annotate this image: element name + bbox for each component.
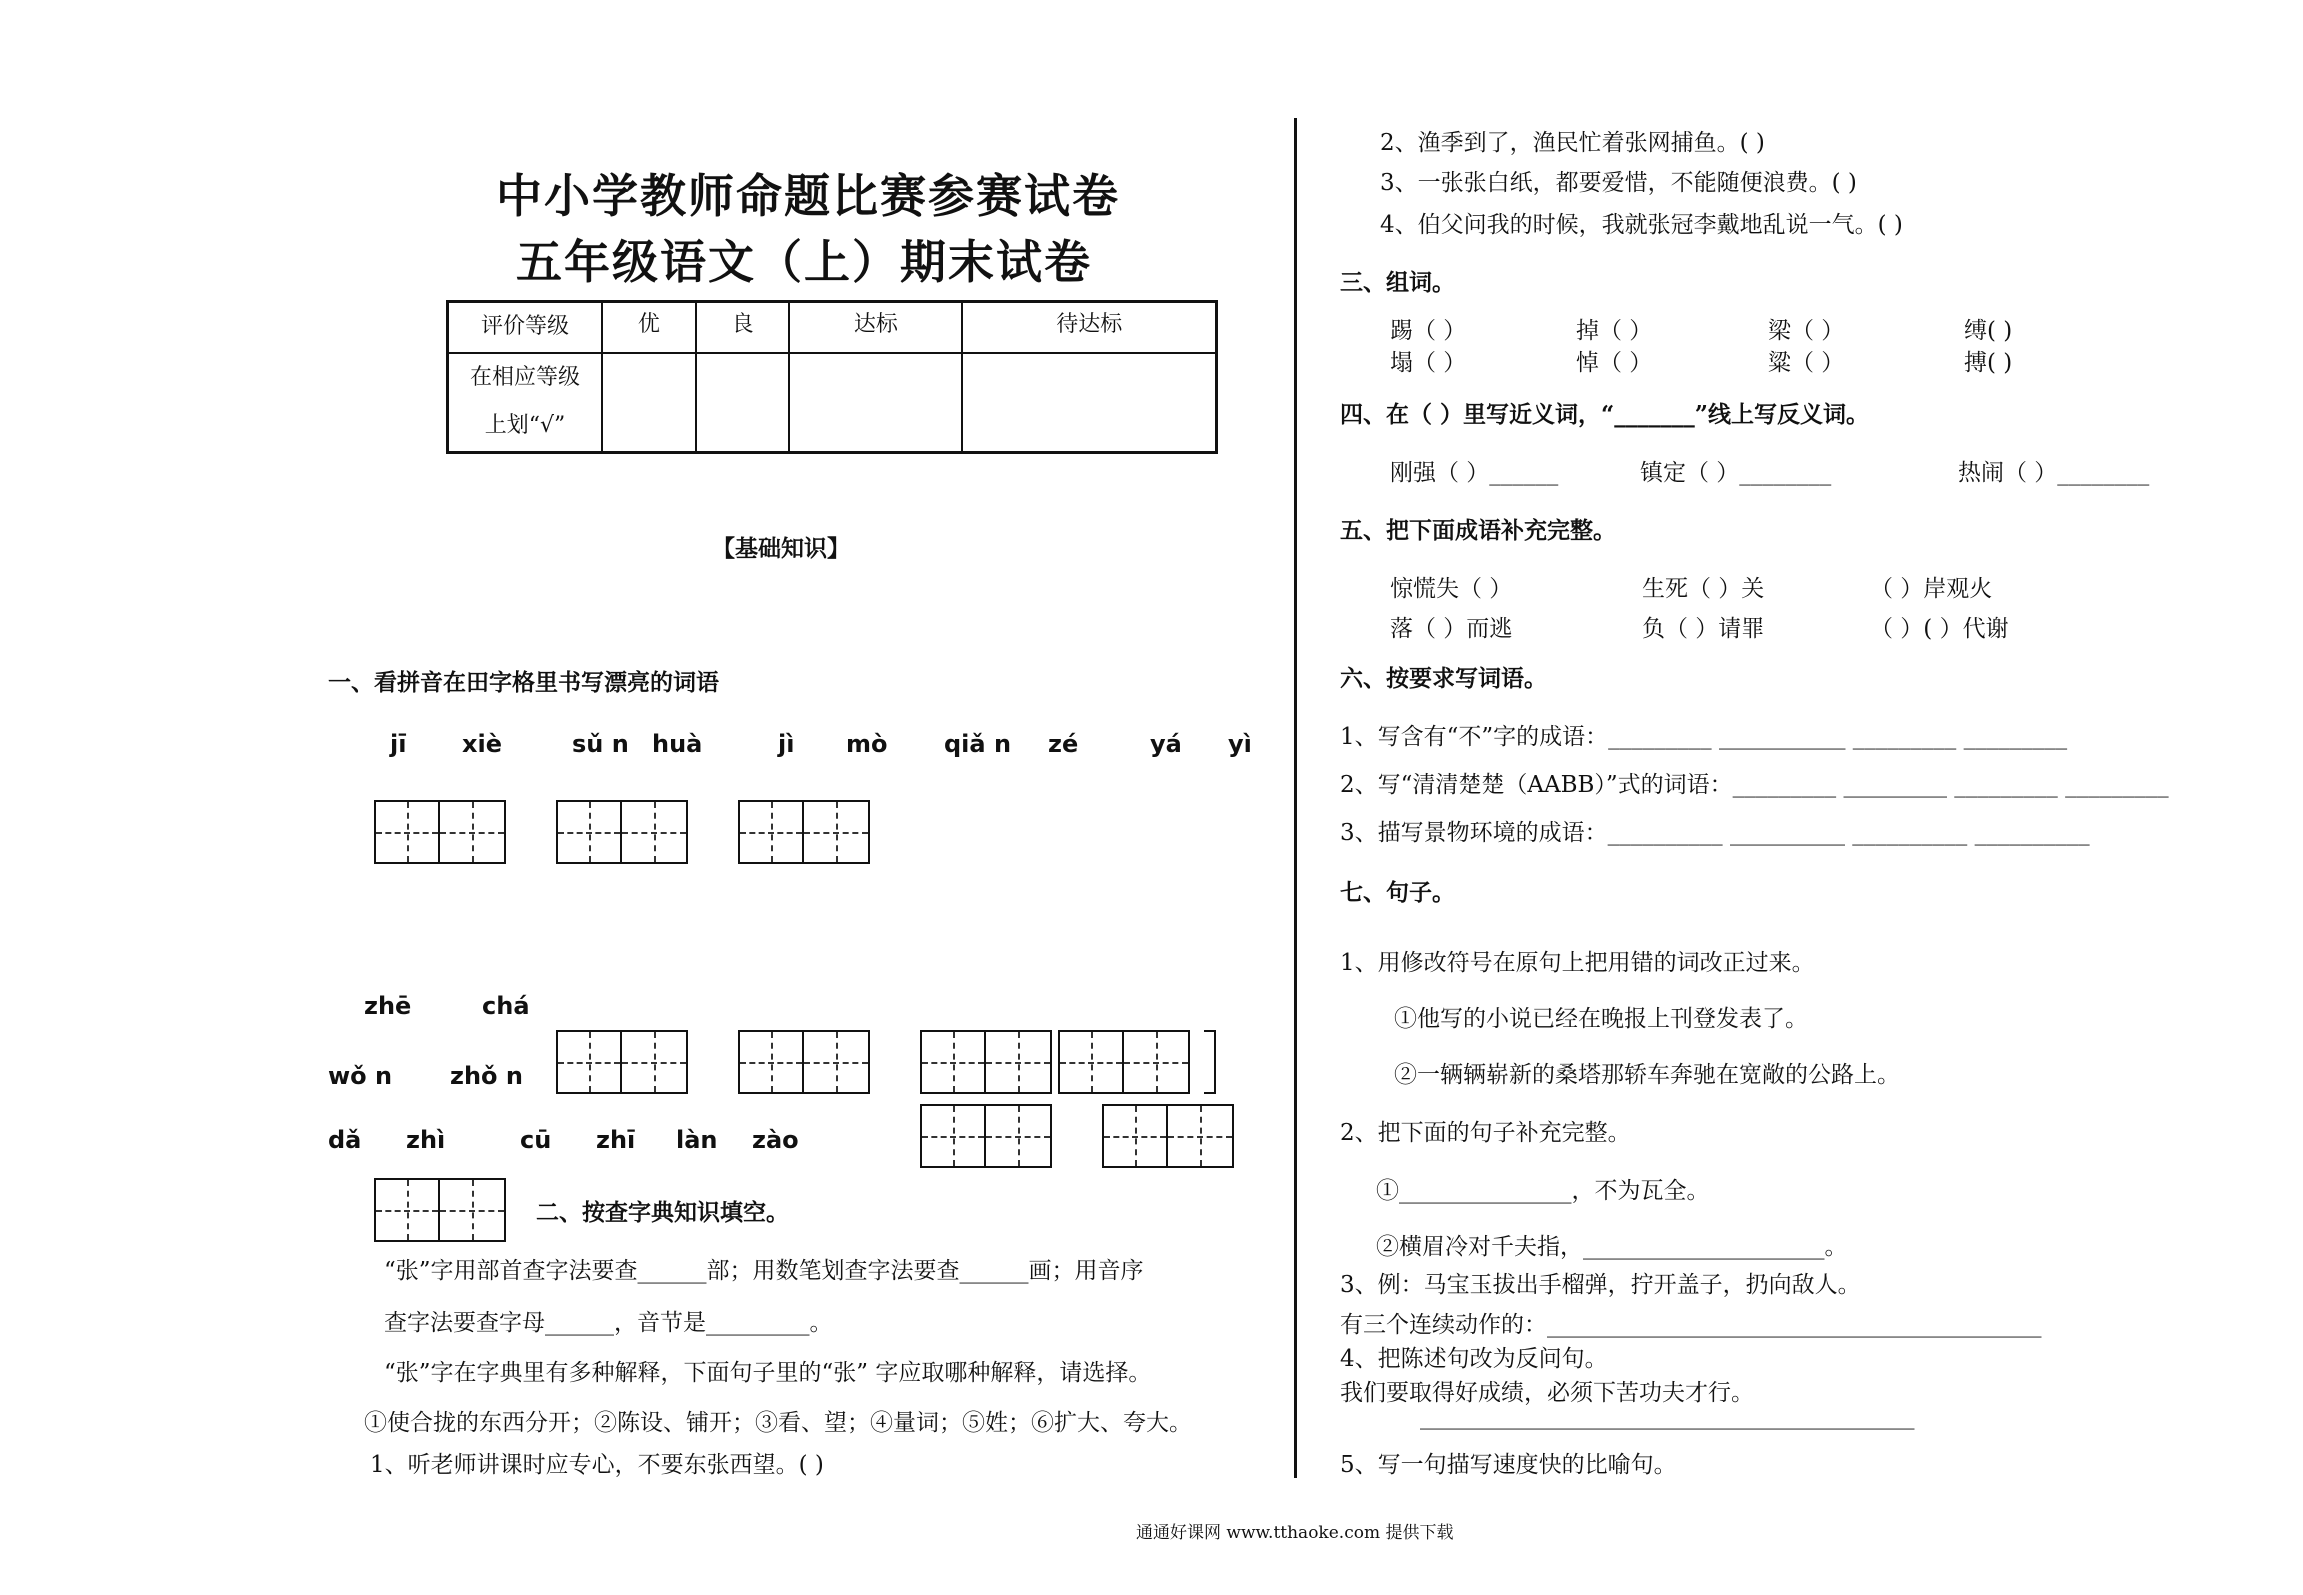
eval-cell-pass[interactable] (789, 353, 962, 453)
tianzige-sunhua[interactable] (556, 800, 688, 864)
eval-cell-excellent[interactable] (602, 353, 696, 453)
q3-word-dao: 悼（ ） (1576, 350, 1653, 376)
q4-item-gangqiang: 刚强（ ）______ (1390, 460, 1559, 486)
tianzige-jixie[interactable] (374, 800, 506, 864)
q6-title: 六、按要求写词语。 (1340, 665, 1547, 692)
pinyin-yi: yì (1228, 730, 1252, 758)
tianzige-dazhi-2[interactable] (1058, 1030, 1190, 1094)
tianzige-dazhi-1[interactable] (920, 1030, 1052, 1094)
q3-word-ti: 踢（ ） (1390, 318, 1467, 344)
pinyin-ji1: jī (390, 730, 407, 758)
q4-item-renao: 热闹（ ）________ (1958, 460, 2150, 486)
q5-idiom-6: （ ）( ）代谢 (1870, 616, 2009, 642)
eval-header-pass: 达标 (789, 302, 962, 354)
q7-s2b: ②横眉冷对千夫指，_____________________。 (1376, 1234, 1848, 1260)
pinyin-hua: huà (652, 730, 703, 758)
eval-header-grade: 评价等级 (448, 302, 603, 354)
q2-item4: 4、伯父问我的时候，我就张冠李戴地乱说一气。( ) (1380, 212, 1903, 238)
grid-bracket (1204, 1030, 1216, 1094)
q3-word-liang: 梁（ ） (1768, 318, 1845, 344)
q2-line3: “张”字在字典里有多种解释，下面句子里的“张” 字应取哪种解释，请选择。 (384, 1360, 1152, 1386)
q5-idiom-1: 惊慌失（ ） (1390, 576, 1513, 602)
q7-s3a: 有三个连续动作的：___________________________________________ (1340, 1312, 2042, 1338)
pinyin-cu: cū (520, 1126, 552, 1154)
tianzige-culanzao-1[interactable] (920, 1104, 1052, 1168)
pinyin-sun: sǔ n (572, 730, 629, 758)
tianzige-wonzhon[interactable] (738, 1030, 870, 1094)
eval-row-label-line1: 在相应等级 (469, 365, 580, 390)
evaluation-table (446, 300, 1218, 454)
q7-s2a: ①_______________，不为瓦全。 (1376, 1178, 1710, 1204)
q7-s3: 3、例：马宝玉拔出手榴弹，拧开盖子，扔向敌人。 (1340, 1272, 1861, 1298)
q7-s4a: 我们要取得好成绩，必须下苦功夫才行。 (1340, 1380, 1754, 1406)
q6-item3: 3、描写景物环境的成语：__________ __________ __________ __________ (1340, 820, 2090, 846)
q5-idiom-2: 生死（ ）关 (1642, 576, 1765, 602)
q5-idiom-4: 落（ ）而逃 (1390, 616, 1513, 642)
pinyin-zhi4: zhì (406, 1126, 446, 1154)
q7-s1b: ②一辆辆崭新的桑塔那轿车奔驰在宽敞的公路上。 (1394, 1062, 1900, 1088)
q3-word-diao: 掉（ ） (1576, 318, 1653, 344)
eval-header-good: 良 (696, 302, 790, 354)
eval-cell-below[interactable] (962, 353, 1216, 453)
eval-row-label-line2: 上划“√” (484, 413, 566, 438)
pinyin-zhe: zhē (364, 992, 412, 1020)
pinyin-ji4: jì (778, 730, 795, 758)
pinyin-zao: zào (752, 1126, 799, 1154)
q5-idiom-5: 负（ ）请罪 (1642, 616, 1765, 642)
paper-title-1: 中小学教师命题比赛参赛试卷 (496, 169, 1120, 223)
eval-header-below: 待达标 (962, 302, 1216, 354)
q7-s4b: ___________________________________________ (1420, 1404, 1915, 1430)
q7-s2: 2、把下面的句子补充完整。 (1340, 1120, 1631, 1146)
pinyin-lan: làn (676, 1126, 718, 1154)
q4-title: 四、在（ ）里写近义词，“_______”线上写反义词。 (1340, 401, 1869, 428)
q5-idiom-3: （ ）岸观火 (1870, 576, 1993, 602)
q7-s5: 5、写一句描写速度快的比喻句。 (1340, 1452, 1677, 1478)
footer-credit: 通通好课网 www.tthaoke.com 提供下载 (1136, 1523, 1454, 1543)
eval-row-label (448, 353, 603, 453)
q2-title: 二、按查字典知识填空。 (536, 1199, 789, 1226)
q2-line4: ①使合拢的东西分开；②陈设、铺开；③看、望；④量词；⑤姓；⑥扩大、夸大。 (364, 1410, 1192, 1436)
pinyin-won: wǒ n (328, 1062, 393, 1090)
pinyin-zhon: zhǒ n (450, 1062, 523, 1090)
q1-title: 一、看拼音在田字格里书写漂亮的词语 (328, 669, 719, 696)
q2-item2: 2、渔季到了，渔民忙着张网捕鱼。( ) (1380, 130, 1765, 156)
q2-item1: 1、听老师讲课时应专心，不要东张西望。( ) (370, 1452, 824, 1478)
q3-word-ta: 塌（ ） (1390, 350, 1467, 376)
pinyin-xie: xiè (462, 730, 502, 758)
tianzige-jimo[interactable] (738, 800, 870, 864)
q7-title: 七、句子。 (1340, 879, 1455, 906)
q3-word-fu: 缚( ) (1964, 318, 2013, 344)
pinyin-cha: chá (482, 992, 530, 1020)
q6-item2: 2、写“清清楚楚（AABB）”式的词语：_________ _________ _________ _________ (1340, 772, 2169, 798)
q6-item1: 1、写含有“不”字的成语：_________ ___________ _________ _________ (1340, 724, 2068, 750)
q7-s4: 4、把陈述句改为反问句。 (1340, 1346, 1608, 1372)
q7-s1a: ①他写的小说已经在晚报上刊登发表了。 (1394, 1006, 1808, 1032)
q5-title: 五、把下面成语补充完整。 (1340, 517, 1616, 544)
pinyin-zhi1: zhī (596, 1126, 636, 1154)
q4-item-zhending: 镇定（ ）________ (1640, 460, 1832, 486)
q3-word-bo: 搏( ) (1964, 350, 2013, 376)
tianzige-culanzao-2[interactable] (1102, 1104, 1234, 1168)
tianzige-zhecha[interactable] (556, 1030, 688, 1094)
tianzige-extra[interactable] (374, 1178, 506, 1242)
column-divider (1294, 118, 1297, 1478)
q2-line2: 查字法要查字母______，音节是_________。 (384, 1310, 833, 1336)
q2-line1: “张”字用部首查字法要查______部；用数笔划查字法要查______画；用音序 (384, 1258, 1144, 1284)
pinyin-ze: zé (1048, 730, 1079, 758)
pinyin-qian: qiǎ n (944, 730, 1012, 758)
paper-title-2: 五年级语文（上）期末试卷 (516, 235, 1092, 289)
q3-word-liang2: 粱（ ） (1768, 350, 1845, 376)
pinyin-da: dǎ (328, 1126, 362, 1154)
pinyin-mo: mò (846, 730, 888, 758)
section-basic-knowledge: 【基础知识】 (712, 535, 850, 562)
eval-cell-good[interactable] (696, 353, 790, 453)
q3-title: 三、组词。 (1340, 269, 1455, 296)
q7-s1: 1、用修改符号在原句上把用错的词改正过来。 (1340, 950, 1815, 976)
eval-header-excellent: 优 (602, 302, 696, 354)
pinyin-ya: yá (1150, 730, 1182, 758)
q2-item3: 3、一张张白纸，都要爱惜，不能随便浪费。( ) (1380, 170, 1857, 196)
